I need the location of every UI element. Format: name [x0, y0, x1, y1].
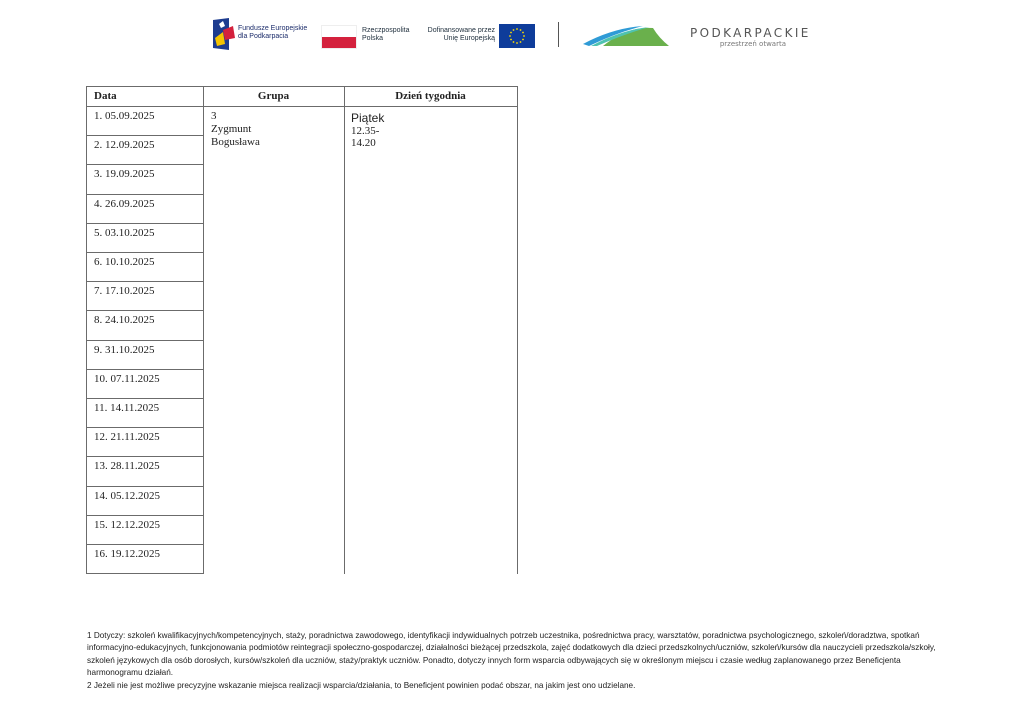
date-cell: 12. 21.11.2025	[86, 427, 204, 457]
time-range: 12.35-14.20	[351, 125, 380, 149]
date-cell: 14. 05.12.2025	[86, 486, 204, 516]
pl-line2: Polska	[362, 35, 384, 42]
logo-separator	[558, 22, 559, 47]
date-cell: 5. 03.10.2025	[86, 223, 204, 253]
date-cell: 2. 12.09.2025	[86, 135, 204, 165]
eu-line1: Dofinansowane przez	[427, 27, 495, 34]
date-cell: 16. 19.12.2025	[86, 544, 204, 574]
date-cell: 9. 31.10.2025	[86, 340, 204, 370]
fe-line2: dla Podkarpacia	[238, 33, 289, 40]
date-cell: 4. 26.09.2025	[86, 194, 204, 224]
poland-flag-icon	[321, 25, 357, 49]
date-cell: 1. 05.09.2025	[86, 106, 204, 136]
date-cell: 7. 17.10.2025	[86, 281, 204, 311]
date-cell: 6. 10.10.2025	[86, 252, 204, 282]
grupa-column-border	[203, 106, 204, 574]
fundusze-europejskie-logo-icon	[213, 18, 235, 50]
eu-flag-icon	[499, 24, 535, 48]
date-cell: 13. 28.11.2025	[86, 456, 204, 486]
podkarpackie-title: PODKARPACKIE	[690, 26, 811, 40]
rzeczpospolita-text	[362, 27, 409, 43]
dzien-cell	[351, 111, 384, 149]
grupa-name-line1: Zygmunt	[211, 123, 252, 135]
date-cell: 10. 07.11.2025	[86, 369, 204, 399]
footnotes	[87, 630, 937, 692]
podkarpackie-subtitle: przestrzeń otwarta	[719, 40, 786, 48]
header-data: Data	[86, 86, 204, 107]
dzien-column-right-border	[517, 106, 518, 574]
dzien-column-left-border	[344, 106, 345, 574]
eu-cofinanced-text	[425, 27, 495, 43]
pl-line1: Rzeczpospolita	[362, 27, 410, 34]
footnote-1: 1 Dotyczy: szkoleń kwalifikacyjnych/kompetencyjnych, staży, poradnictwa zawodowego, identyfikacji indywidualnych potrzeb uczestnika, pośrednictwa pracy, warsztatów, poradnictwa psychologicznego, szkoleń/doradztwa, spotkań informacyjno-edukacyjnych, funkcjonowania podmiotów reintegracji społeczno-gospodarczej, działalności bieżącej przedszkola, zajęć dodatkowych dla dzieci przedszkolnych/uczniów, szkoleń/kursów dla nauczycieli przedszkola/szkoły, szkoleń językowych dla osób dorosłych, kursów/szkoleń dla uczniów, staży/praktyk uczniów. Ponadto, dotyczy innych form wsparcia odbywających się w określonym miejscu i czasie według zaplanowanego przez Beneficjenta harmonogramu działań.	[87, 631, 936, 678]
header-dzien-tygodnia: Dzień tygodnia	[344, 86, 518, 107]
header-grupa: Grupa	[203, 86, 345, 107]
date-cell: 3. 19.09.2025	[86, 164, 204, 194]
fe-line1: Fundusze Europejskie	[238, 25, 308, 32]
date-cell: 15. 12.12.2025	[86, 515, 204, 545]
day-of-week: Piątek	[351, 111, 385, 125]
grupa-cell	[211, 110, 260, 149]
footnote-2: 2 Jeżeli nie jest możliwe precyzyjne wskazanie miejsca realizacji wsparcia/działania, to Beneficjent powinien podać obszar, na jakim jest ono udzielane.	[87, 680, 636, 690]
grupa-name-line2: Bogusława	[211, 136, 260, 148]
podkarpackie-logo-icon	[583, 24, 669, 48]
date-cell: 11. 14.11.2025	[86, 398, 204, 428]
eu-line2: Unię Europejską	[443, 35, 495, 42]
fundusze-europejskie-text	[238, 25, 307, 41]
date-cell: 8. 24.10.2025	[86, 310, 204, 340]
grupa-number: 3	[211, 110, 217, 122]
